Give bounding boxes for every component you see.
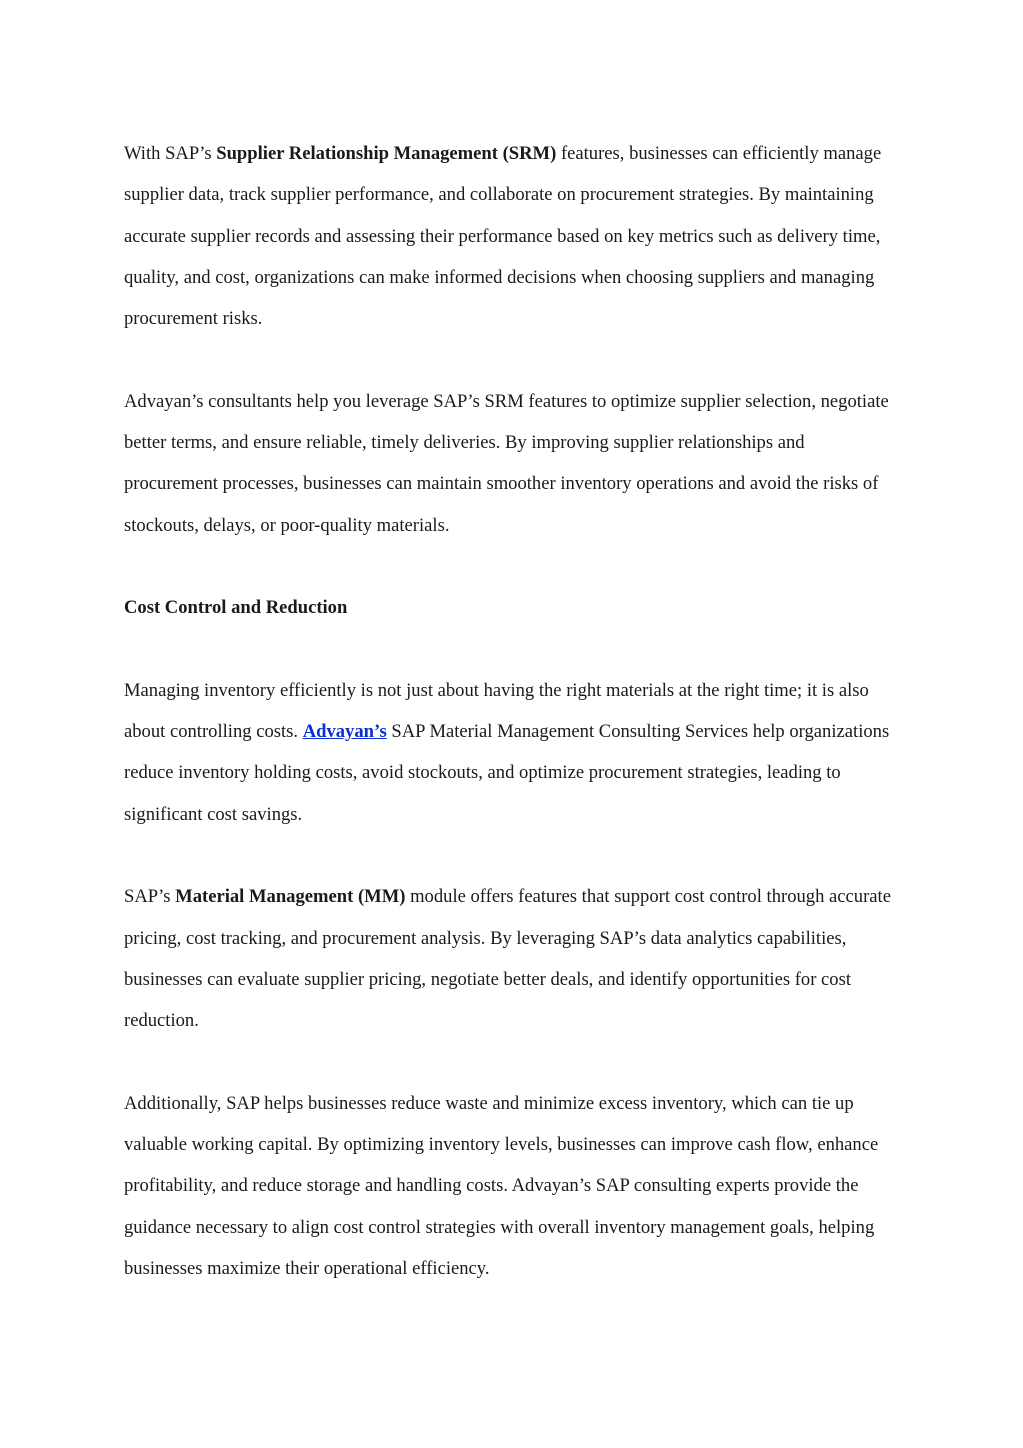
paragraph-consultants-text: Advayan’s consultants help you leverage SAP’s SRM features to optimize supplier selection, negotiate better terms, and ensure reliable, timely deliveries. By improving supplier relationships and procurement processes, businesses can maintain smoother inventory operations and avoid the risks of stockouts, delays, or poor-quality materials.	[124, 390, 889, 536]
paragraph-managing-inventory-body: SAP Material Management Consulting Services help organizations reduce inventory holding costs, avoid stockouts, and optimize procurement strategies, leading to significant cost savings.	[124, 721, 890, 825]
mm-term: Material Management (MM)	[175, 886, 406, 908]
paragraph-managing-inventory	[124, 670, 899, 835]
paragraph-mm-body: module offers features that support cost control through accurate pricing, cost tracking, and procurement analysis. By leveraging SAP’s data analytics capabilities, businesses can evaluate supplier pricing, negotiate better deals, and identify opportunities for cost reduction.	[124, 886, 891, 1032]
paragraph-mm-module	[124, 876, 899, 1041]
paragraph-additionally	[124, 1083, 899, 1289]
paragraph-mm-intro: SAP’s	[124, 886, 176, 908]
paragraph-srm	[124, 133, 899, 339]
paragraph-srm-intro: With SAP’s	[124, 143, 217, 164]
paragraph-srm-body: features, businesses can efficiently manage supplier data, track supplier performance, and collaborate on procurement strategies. By maintaining accurate supplier records and assessing their performance based on key metrics such as delivery time, quality, and cost, organizations can make informed decisions when choosing suppliers and managing procurement risks.	[124, 143, 882, 330]
paragraph-consultants	[124, 381, 899, 546]
advayan-link[interactable]: Advayan’s	[302, 721, 387, 743]
srm-term: Supplier Relationship Management (SRM)	[216, 143, 557, 164]
paragraph-additionally-text: Additionally, SAP helps businesses reduce waste and minimize excess inventory, which can tie up valuable working capital. By optimizing inventory levels, businesses can improve cash flow, enhance profitability, and reduce storage and handling costs. Advayan’s SAP consulting experts provide the guidance necessary to align cost control strategies with overall inventory management goals, helping businesses maximize their operational efficiency.	[124, 1092, 879, 1280]
document-body	[124, 133, 899, 1331]
section-heading: Cost Control and Reduction	[124, 597, 348, 619]
paragraph-managing-inventory-intro: Managing inventory efficiently is not just about having the right materials at the right time; it is also about controlling costs.	[124, 679, 869, 743]
